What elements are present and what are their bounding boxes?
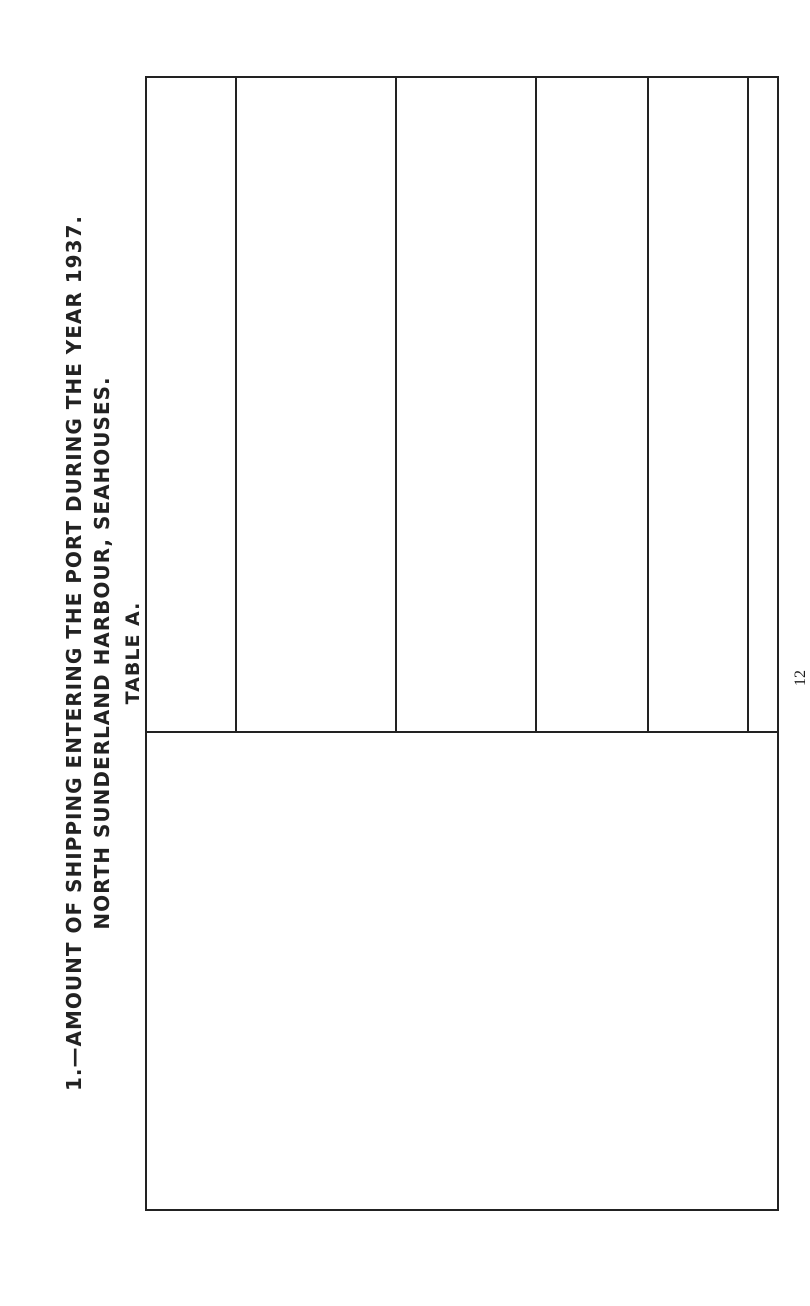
title-line-2: NORTH SUNDERLAND HARBOUR, SEAHOUSES. (90, 376, 114, 930)
title-line-1: 1.—AMOUNT OF SHIPPING ENTERING THE PORT DURING THE YEAR 1937. (62, 214, 86, 1092)
defective-remedied-divider (747, 76, 749, 733)
table-border-right (145, 76, 779, 78)
table-border-left (145, 1209, 779, 1211)
shipping-table (145, 76, 779, 1211)
table-border-top (145, 76, 147, 1211)
inspected-si-divider-partial (535, 76, 537, 733)
number-tonnage-divider (235, 76, 237, 733)
title-line-3: TABLE A. (122, 601, 144, 705)
si-defective-divider (647, 76, 649, 733)
label-column-divider (145, 731, 779, 733)
tonnage-inspected-divider (395, 76, 397, 733)
page-number: 12 (792, 670, 809, 686)
table-border-bottom (777, 76, 779, 1211)
